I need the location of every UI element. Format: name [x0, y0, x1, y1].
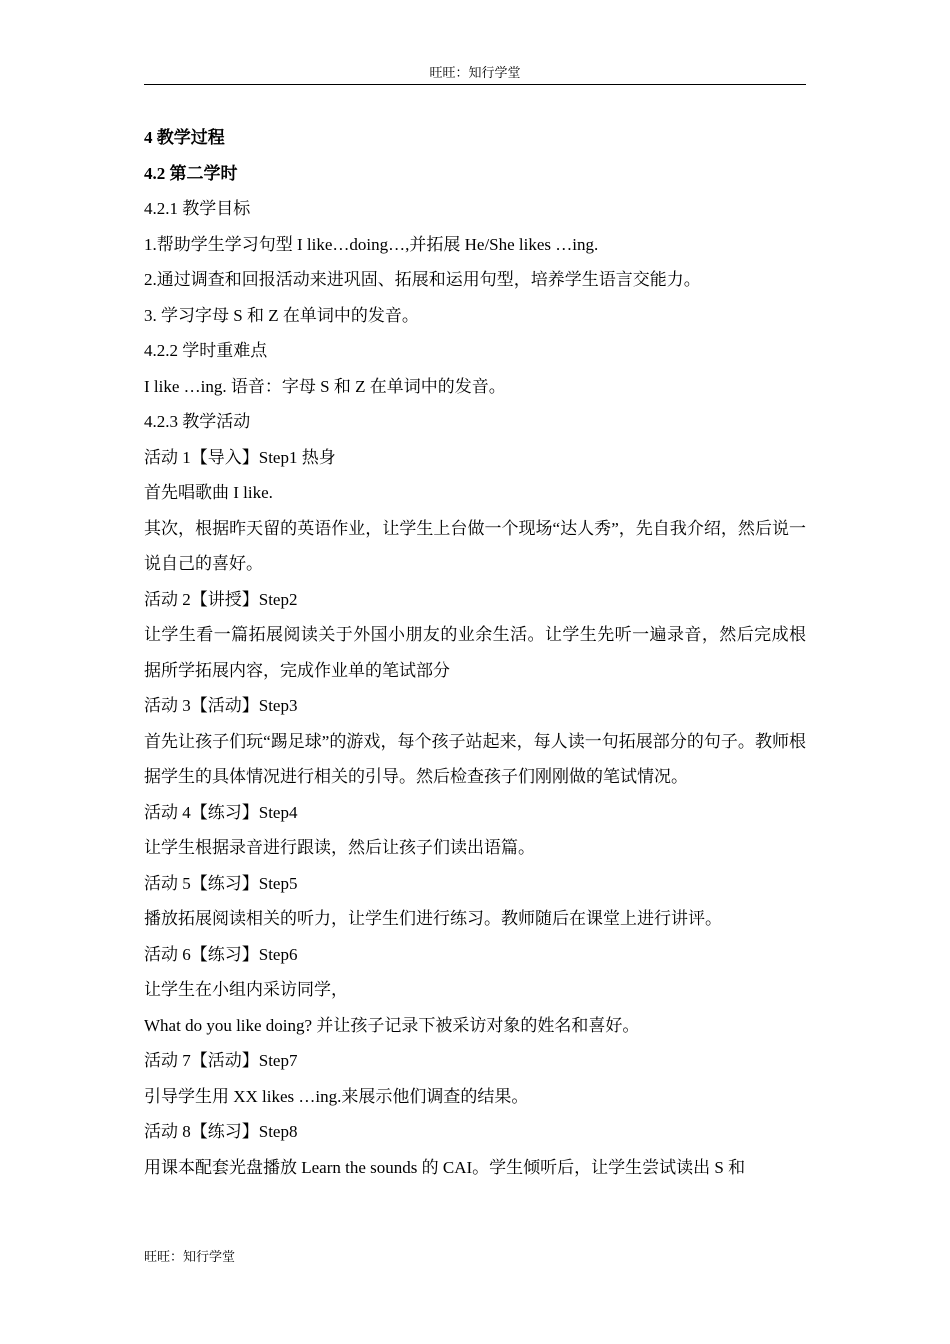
goal-item-3: 3. 学习字母 S 和 Z 在单词中的发音。 [144, 305, 419, 325]
document-body [144, 120, 806, 1185]
activity-3-title: 活动 3【活动】Step3 [144, 696, 298, 715]
goals-heading: 4.2.1 教学目标 [144, 199, 251, 218]
activity-8-text: 用课本配套光盘播放 Learn the sounds 的 CAI。学生倾听后，让学生尝试读出 S 和 [144, 1157, 746, 1177]
activity-6-text-2: What do you like doing? 并让孩子记录下被采访对象的姓名和喜好。 [144, 1015, 640, 1035]
page-header: 旺旺：知行学堂 [144, 64, 806, 85]
activity-1-title: 活动 1【导入】Step1 热身 [144, 447, 336, 467]
activity-6-text-1: 让学生在小组内采访同学， [144, 980, 348, 999]
activity-5-text: 播放拓展阅读相关的听力，让学生们进行练习。教师随后在课堂上进行讲评。 [144, 909, 722, 928]
goal-item-2: 2.通过调查和回报活动来进巩固、拓展和运用句型，培养学生语言交能力。 [144, 270, 701, 289]
goal-item-1: 1.帮助学生学习句型 I like…doing…,并拓展 He/She likes …ing. [144, 234, 599, 254]
activity-6-title: 活动 6【练习】Step6 [144, 944, 298, 964]
subsection-heading: 4.2 第二学时 [144, 163, 238, 183]
section-heading: 4 教学过程 [144, 128, 225, 147]
activity-2-title: 活动 2【讲授】Step2 [144, 589, 298, 609]
activity-8-title: 活动 8【练习】Step8 [144, 1122, 298, 1141]
activity-7-title: 活动 7【活动】Step7 [144, 1051, 298, 1070]
key-points-text: I like …ing. 语音：字母 S 和 Z 在单词中的发音。 [144, 376, 506, 396]
activity-4-text: 让学生根据录音进行跟读，然后让孩子们读出语篇。 [144, 838, 535, 857]
activity-5-title: 活动 5【练习】Step5 [144, 873, 298, 893]
activity-1-text-2: 其次，根据昨天留的英语作业，让学生上台做一个现场“达人秀”，先自我介绍，然后说一说自己的喜好。 [144, 518, 806, 573]
activity-7-text: 引导学生用 XX likes …ing.来展示他们调查的结果。 [144, 1086, 529, 1106]
key-points-heading: 4.2.2 学时重难点 [144, 341, 268, 360]
page-footer: 旺旺：知行学堂 [144, 1249, 236, 1264]
activities-heading: 4.2.3 教学活动 [144, 412, 251, 431]
activity-1-text-1: 首先唱歌曲 I like. [144, 483, 273, 502]
activity-3-text: 首先让孩子们玩“踢足球”的游戏，每个孩子站起来，每人读一句拓展部分的句子。教师根据学生的具体情况进行相关的引导。然后检查孩子们刚刚做的笔试情况。 [144, 731, 806, 786]
activity-2-text: 让学生看一篇拓展阅读关于外国小朋友的业余生活。让学生先听一遍录音，然后完成根据所学拓展内容，完成作业单的笔试部分 [144, 625, 806, 680]
activity-4-title: 活动 4【练习】Step4 [144, 802, 298, 822]
